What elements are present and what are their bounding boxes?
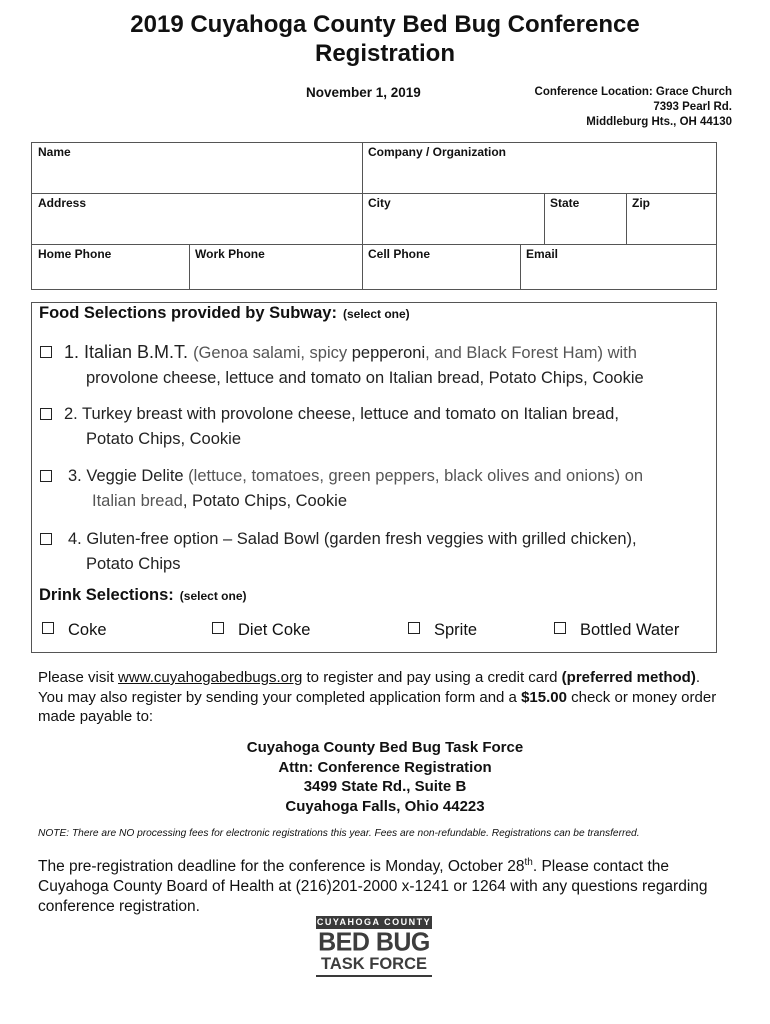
fee-note: NOTE: There are NO processing fees for electronic registrations this year. Fees are non-refundable. Registrations can be transferred.: [38, 828, 640, 839]
cell-phone-field[interactable]: [362, 245, 520, 290]
location-line-1: Conference Location: Grace Church: [534, 86, 732, 98]
state-label: State: [550, 196, 580, 210]
drink-diet-coke-label: Diet Coke: [238, 621, 311, 639]
mailing-address: [0, 738, 770, 816]
food-option-1[interactable]: [40, 340, 644, 391]
preferred-method: (preferred method): [561, 669, 696, 686]
logo-bed-bug-text: BED BUG: [318, 927, 430, 957]
logo-county-band: CUYAHOGA COUNTY: [316, 917, 432, 927]
bed-bug-task-force-logo: [316, 916, 432, 977]
drink-coke-label: Coke: [68, 621, 107, 639]
company-field[interactable]: [362, 143, 717, 193]
drink-diet-coke-checkbox[interactable]: [212, 622, 224, 634]
title-line-1: 2019 Cuyahoga County Bed Bug Conference: [130, 11, 640, 38]
food-select-note: (select one): [342, 307, 410, 321]
logo-underline: [316, 975, 432, 977]
name-label: Name: [38, 145, 71, 159]
food-title: Food Selections provided by Subway:: [39, 304, 337, 322]
city-field[interactable]: [362, 194, 544, 244]
food-option-2[interactable]: [40, 402, 619, 452]
food-option-4[interactable]: [40, 527, 637, 577]
conference-location: [535, 85, 732, 130]
food-option-1-line-2: provolone cheese, lettuce and tomato on Italian bread, Potato Chips, Cookie: [86, 369, 644, 387]
location-line-3: Middleburg Hts., OH 44130: [586, 116, 732, 128]
food-section-heading: [39, 304, 410, 323]
location-line-2: 7393 Pearl Rd.: [653, 101, 732, 113]
food-option-4-checkbox[interactable]: [40, 533, 52, 545]
work-phone-field[interactable]: [189, 245, 362, 290]
mailing-address-line-4: Cuyahoga Falls, Ohio 44223: [285, 797, 485, 815]
food-option-2-checkbox[interactable]: [40, 408, 52, 420]
drink-option-bottled-water[interactable]: [554, 621, 679, 640]
mailing-address-line-2: Attn: Conference Registration: [278, 758, 492, 776]
drink-coke-checkbox[interactable]: [42, 622, 54, 634]
home-phone-field[interactable]: [32, 245, 189, 290]
drink-section-heading: [39, 586, 246, 605]
name-field[interactable]: [32, 143, 362, 193]
drink-select-note: (select one): [179, 589, 247, 603]
food-option-3[interactable]: [40, 464, 643, 514]
food-option-1-checkbox[interactable]: [40, 346, 52, 358]
email-label: Email: [526, 247, 559, 261]
drink-bottled-water-checkbox[interactable]: [554, 622, 566, 634]
drink-sprite-checkbox[interactable]: [408, 622, 420, 634]
food-option-2-line-1: 2. Turkey breast with provolone cheese, lettuce and tomato on Italian bread,: [64, 405, 619, 423]
food-option-1-line-1: 1. Italian B.M.T. (Genoa salami, spicy pepperoni, and Black Forest Ham) with: [64, 342, 637, 362]
city-label: City: [368, 196, 391, 210]
state-field[interactable]: [544, 194, 626, 244]
email-field[interactable]: [520, 245, 717, 290]
fee-amount: $15.00: [521, 688, 567, 706]
logo-task-force-text: TASK FORCE: [320, 955, 428, 973]
work-phone-label: Work Phone: [195, 247, 265, 261]
title-line-2: Registration: [314, 40, 455, 67]
deadline-paragraph: The pre-registration deadline for the conference is Monday, October 28th. Please contact the Cuyahoga County Board of Health at (216)201-2000 x-1241 or 1264 with any questions regarding conference registration.: [38, 857, 708, 916]
drink-option-coke[interactable]: [42, 621, 107, 640]
food-option-4-line-2: Potato Chips: [86, 555, 181, 573]
conference-date: November 1, 2019: [306, 85, 421, 100]
address-label: Address: [38, 196, 87, 210]
drink-option-diet-coke[interactable]: [212, 621, 310, 640]
website-link[interactable]: www.cuyahogabedbugs.org: [118, 669, 303, 686]
mailing-address-line-3: 3499 State Rd., Suite B: [303, 778, 467, 795]
food-option-2-line-2: Potato Chips, Cookie: [86, 430, 242, 448]
food-option-3-line-2: Italian bread, Potato Chips, Cookie: [92, 492, 347, 510]
food-option-4-line-1: 4. Gluten-free option – Salad Bowl (garden fresh veggies with grilled chicken),: [68, 530, 637, 548]
company-label: Company / Organization: [368, 145, 507, 159]
cell-phone-label: Cell Phone: [368, 247, 431, 261]
zip-label: Zip: [632, 196, 650, 210]
address-field[interactable]: [32, 194, 362, 244]
registration-fields-table: [31, 142, 717, 290]
registration-instructions: Please visit www.cuyahogabedbugs.org to register and pay using a credit card (preferred method). You may also register by sending your completed application form and a $15.00 check or money order made payable to:: [38, 669, 717, 725]
drink-title: Drink Selections:: [39, 586, 174, 604]
form-title: [0, 10, 770, 68]
drink-bottled-water-label: Bottled Water: [580, 621, 680, 639]
food-option-3-checkbox[interactable]: [40, 470, 52, 482]
home-phone-label: Home Phone: [38, 247, 112, 261]
mailing-address-line-1: Cuyahoga County Bed Bug Task Force: [246, 739, 524, 756]
zip-field[interactable]: [626, 194, 717, 244]
food-selection-box: [31, 302, 717, 653]
food-option-3-line-1: 3. Veggie Delite (lettuce, tomatoes, green peppers, black olives and onions) on: [68, 467, 644, 485]
drink-option-sprite[interactable]: [408, 621, 477, 640]
drink-sprite-label: Sprite: [434, 621, 478, 639]
